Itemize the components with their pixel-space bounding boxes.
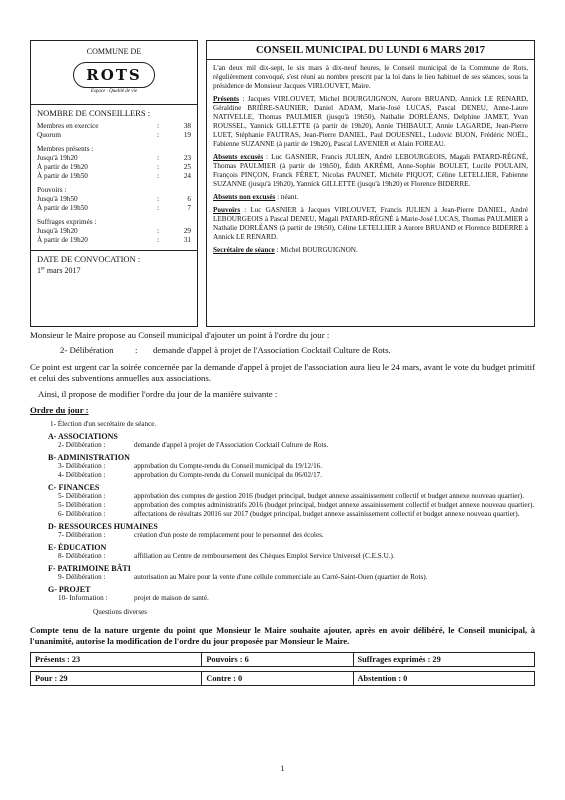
results-votes: Suffrages exprimés : 29: [353, 653, 534, 667]
counsellors-title: NOMBRE DE CONSEILLERS :: [37, 108, 151, 118]
conclusion: Compte tenu de la nature urgente du point que Monsieur le Maire souhaite ajouter, après en avoir délibéré, le Conseil municipal, à l'unanimité, autorise la modification de l'ordre du jour proposée par Monsieur le Maire.: [30, 625, 535, 646]
document-body: [30, 330, 535, 686]
meeting-intro: L'an deux mil dix-sept, le six mars à dix-neuf heures, le Conseil municipal de la Commune de Rots, régulièrement convoqué, s'est réuni au nombre prescrit par la loi dans le lieu habituel de ses séances, sous la présidence de Monsieur Jacques VIRLOUVET, Maire.: [213, 64, 528, 90]
results-proxies: Pouvoirs : 6: [202, 653, 353, 667]
agenda-item: 6- Délibération : affectations de résultats 20016 sur 2017 (budget principal, budget annexe assainissement collectif et budget annexe nouveau quartier).: [58, 510, 520, 518]
secretary: Secrétaire de séance : Michel BOURGUIGNON.: [213, 246, 358, 254]
meeting-title: CONSEIL MUNICIPAL DU LUNDI 6 MARS 2017: [207, 41, 534, 60]
proxies-row: Jusqu'à 19h50 : 6: [37, 195, 191, 203]
modification-paragraph: Ainsi, il propose de modifier l'ordre du jour de la manière suivante :: [38, 389, 278, 399]
vote-abstain: Abstention : 0: [353, 672, 534, 686]
agenda-item: 5- Délibération : approbation des comptes de gestion 2016 (budget principal, budget annexe assainissement collectif et budget annexe nouveau quartier).: [58, 492, 524, 500]
proxies-title: Pouvoirs :: [37, 186, 67, 194]
present-row: Jusqu'à 19h20 : 23: [37, 154, 191, 162]
unexcused-members: Absents non excusés : néant.: [213, 193, 299, 201]
agenda-section: D- RESSOURCES HUMAINES 7- Délibération : création d'un poste de remplacement pour le personnel des écoles.: [48, 522, 535, 540]
votes-row: À partir de 19h20 : 31: [37, 236, 191, 244]
logo-text: ROTS: [86, 66, 142, 84]
present-row: À partir de 19h20 : 25: [37, 163, 191, 171]
agenda-item: 9- Délibération : autorisation au Maire pour la vente d'une cellule commerciale au Carré-Saint-Ouen (quartier de Rots).: [58, 573, 428, 581]
present-title: Membres présents :: [37, 145, 94, 153]
misc-questions: Questions diverses: [93, 608, 148, 616]
present-members: Présents : Jacques VIRLOUVET, Michel BOURGUIGNON, Aurore BRUAND, Annick LE RENARD, Géraldine BRIÈRE-SAUNIER, Daniel ADAM, Marie-José LUCAS, Pascal DENEU, Anne-Laure NATIVELLE, Thomas PAULMIER (jusqu'à 19h50), Nathalie DORLÉANS, Delphine JAMET, Yvan ROUSSEL, Yannick GILLETTE (à partir de 19h20), Annie THIBAULT, Annie LAGARDE, Jean-Pierre LUET, Stéphanie FAUTRAS, Jean-Pierre DANIEL, Paul DOUESNEL, Ludovic BUON, Frédéric NOËL, Fabienne SUZANNE (à partir de 19h20), Pascal LAVENIER et Alain FOREAU.: [213, 95, 528, 148]
agenda-item-1: 1- Élection d'un secrétaire de séance.: [50, 420, 157, 428]
agenda-item: 7- Délibération : création d'un poste de remplacement pour le personnel des écoles.: [58, 531, 324, 539]
meeting-box: [206, 40, 535, 327]
present-row: À partir de 19h50 : 24: [37, 172, 191, 180]
commune-info-box: [30, 40, 198, 327]
agenda-item: 10- Information : projet de maison de santé.: [58, 594, 209, 602]
vote-table: [30, 671, 535, 686]
proposal-paragraph: Monsieur le Maire propose au Conseil municipal d'ajouter un point à l'ordre du jour :: [30, 330, 330, 340]
proxies-row: À partir de 19h50 : 7: [37, 204, 191, 212]
proposal-item: 2- Délibération : demande d'appel à projet de l'Association Cocktail Culture de Rots.: [60, 345, 391, 355]
proxies-list: Pouvoirs : Luc GASNIER à Jacques VIRLOUVET, Francis JULIEN à Jean-Pierre DANIEL, André LEBOURGEOIS à Pascal DENEU, Magali PATARD-RÉGNÉ à Marie-José LUCAS, Thomas PAULMIER à Nathalie DORLÉANS (à partir de 19h50), Céline LETELLIER à Aurore BRUAND et Florence BIDERRE à Annick LE RENARD.: [213, 206, 528, 241]
page-number: 1: [280, 764, 285, 773]
convocation-title: DATE DE CONVOCATION :: [37, 254, 141, 264]
agenda-item: 2- Délibération : demande d'appel à projet de l'Association Cocktail Culture de Rots.: [58, 441, 329, 449]
votes-row: Jusqu'à 19h20 : 29: [37, 227, 191, 235]
excused-members: Absents excusés : Luc GASNIER, Francis JULIEN, André LEBOURGEOIS, Magali PATARD-RÉGNÉ, Thomas PAULMIER (à partir de 19h50), Édith AKRÉMI, Anne-Sophie BOULET, Lucile POULAIN, François PINÇON, Franck FÉRET, Nicolas PAUNET, Michèle PIQUOT, Céline LETELLIER, Fabienne SUZANNE (jusqu'à 19h20), Yannick GILLETTE (jusqu'à 19h20) et Florence BIDERRE.: [213, 153, 529, 188]
agenda-section: G- PROJET 10- Information : projet de maison de santé.: [48, 585, 535, 603]
logo-tagline: Espace · Qualité de vie: [90, 89, 138, 94]
agenda-item: 4- Délibération : approbation du Compte-rendu du Conseil municipal du 06/02/17.: [58, 471, 323, 479]
urgency-paragraph: Ce point est urgent car la soirée concernée par la demande d'appel à projet de l'association aura lieu le 24 mars, avant le vote du budget primitif et celui des subventions annuelles aux associations.: [30, 362, 535, 383]
agenda-item: 8- Délibération : affiliation au Centre de remboursement des Chèques Emploi Service Universel (C.E.S.U.).: [58, 552, 395, 560]
agenda-section: A- ASSOCIATIONS 2- Délibération : demande d'appel à projet de l'Association Cocktail Culture de Rots.: [48, 432, 535, 450]
in-office-row: Membres en exercice : 38: [37, 122, 191, 130]
agenda-section: E- ÉDUCATION 8- Délibération : affiliation au Centre de remboursement des Chèques Emploi Service Universel (C.E.S.U.).: [48, 543, 535, 561]
votes-title: Suffrages exprimés :: [37, 218, 97, 226]
agenda-section: C- FINANCES 5- Délibération : approbation des comptes de gestion 2016 (budget principal, budget annexe assainissement collectif et budget annexe nouveau quartier). 5- Délibération : approbation des comptes administratifs 2016 (budget principal, budget annexe assainissement collectif et budget annexe nouveau quartier). 6- Délibération : affectations de résultats 20016 sur 2017 (budget principal, budget annexe assainissement collectif et budget annexe nouveau quartier).: [48, 483, 535, 518]
agenda-section: F- PATRIMOINE BÂTI 9- Délibération : autorisation au Maire pour la vente d'une cellule commerciale au Carré-Saint-Ouen (quartier de Rots).: [48, 564, 535, 582]
vote-for: Pour : 29: [31, 672, 202, 686]
results-table: [30, 652, 535, 667]
vote-against: Contre : 0: [202, 672, 353, 686]
commune-label: COMMUNE DE: [86, 47, 142, 56]
agenda-sections: [48, 432, 535, 617]
agenda-section: B- ADMINISTRATION 3- Délibération : approbation du Compte-rendu du Conseil municipal du 19/12/16. 4- Délibération : approbation du Compte-rendu du Conseil municipal du 06/02/17.: [48, 453, 535, 480]
convocation-date: 1er mars 2017: [37, 266, 81, 275]
agenda-item: 3- Délibération : approbation du Compte-rendu du Conseil municipal du 19/12/16.: [58, 462, 323, 470]
results-present: Présents : 23: [31, 653, 202, 667]
rots-logo: [31, 62, 197, 94]
agenda-title: Ordre du jour :: [30, 405, 89, 415]
agenda-item: 5- Délibération : approbation des comptes administratifs 2016 (budget principal, budget annexe assainissement collectif et budget annexe nouveau quartier).: [58, 501, 535, 509]
quorum-row: Quorum : 19: [37, 131, 191, 139]
